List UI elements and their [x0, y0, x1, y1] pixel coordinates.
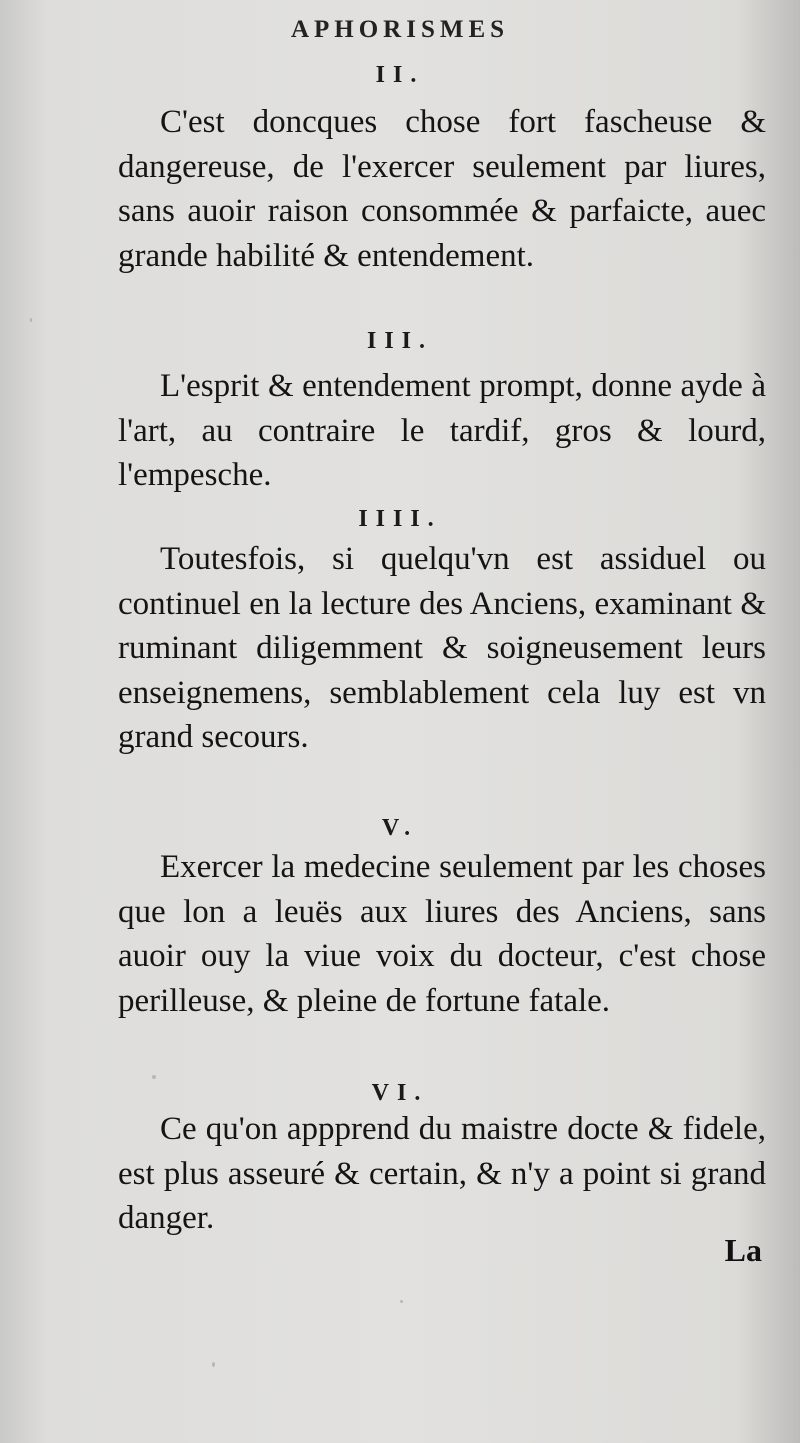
aphorism-number-2: II. [375, 62, 425, 88]
paper-speck [152, 1075, 156, 1079]
aphorism-text-6: Ce qu'on appprend du maistre docte & fidele, est plus asseuré & certain, & n'y a point si grand danger. [118, 1111, 766, 1236]
aphorism-text-4: Toutesfois, si quelqu'vn est assiduel ou continuel en la lecture des Anciens, examinant & ruminant diligemment & soigneusement leurs enseignemens, semblablement cela luy est vn grand secours. [118, 541, 766, 755]
catchword: La [724, 1232, 762, 1268]
aphorism-text-3: L'esprit & entendement prompt, donne ayde à l'art, au contraire le tardif, gros & lourd, l'empesche. [118, 368, 766, 493]
aphorism-text-2: C'est doncques chose fort fascheuse & dangereuse, de l'exercer seulement par liures, sans auoir raison consommée & parfaicte, auec grande habilité & entendement. [118, 104, 766, 274]
paper-speck [30, 318, 32, 322]
aphorism-text-5: Exercer la medecine seulement par les choses que lon a leuës aux liures des Anciens, sans auoir ouy la viue voix du docteur, c'est chose perilleuse, & pleine de fortune fatale. [118, 849, 766, 1019]
paper-speck [212, 1362, 215, 1367]
paper-speck [400, 1300, 403, 1303]
aphorism-number-6: VI. [371, 1080, 429, 1106]
aphorism-number-3: III. [366, 328, 434, 354]
aphorism-number-5: V. [381, 815, 419, 841]
running-header: APHORISMES [290, 16, 510, 43]
aphorism-number-4: IIII. [358, 506, 442, 532]
